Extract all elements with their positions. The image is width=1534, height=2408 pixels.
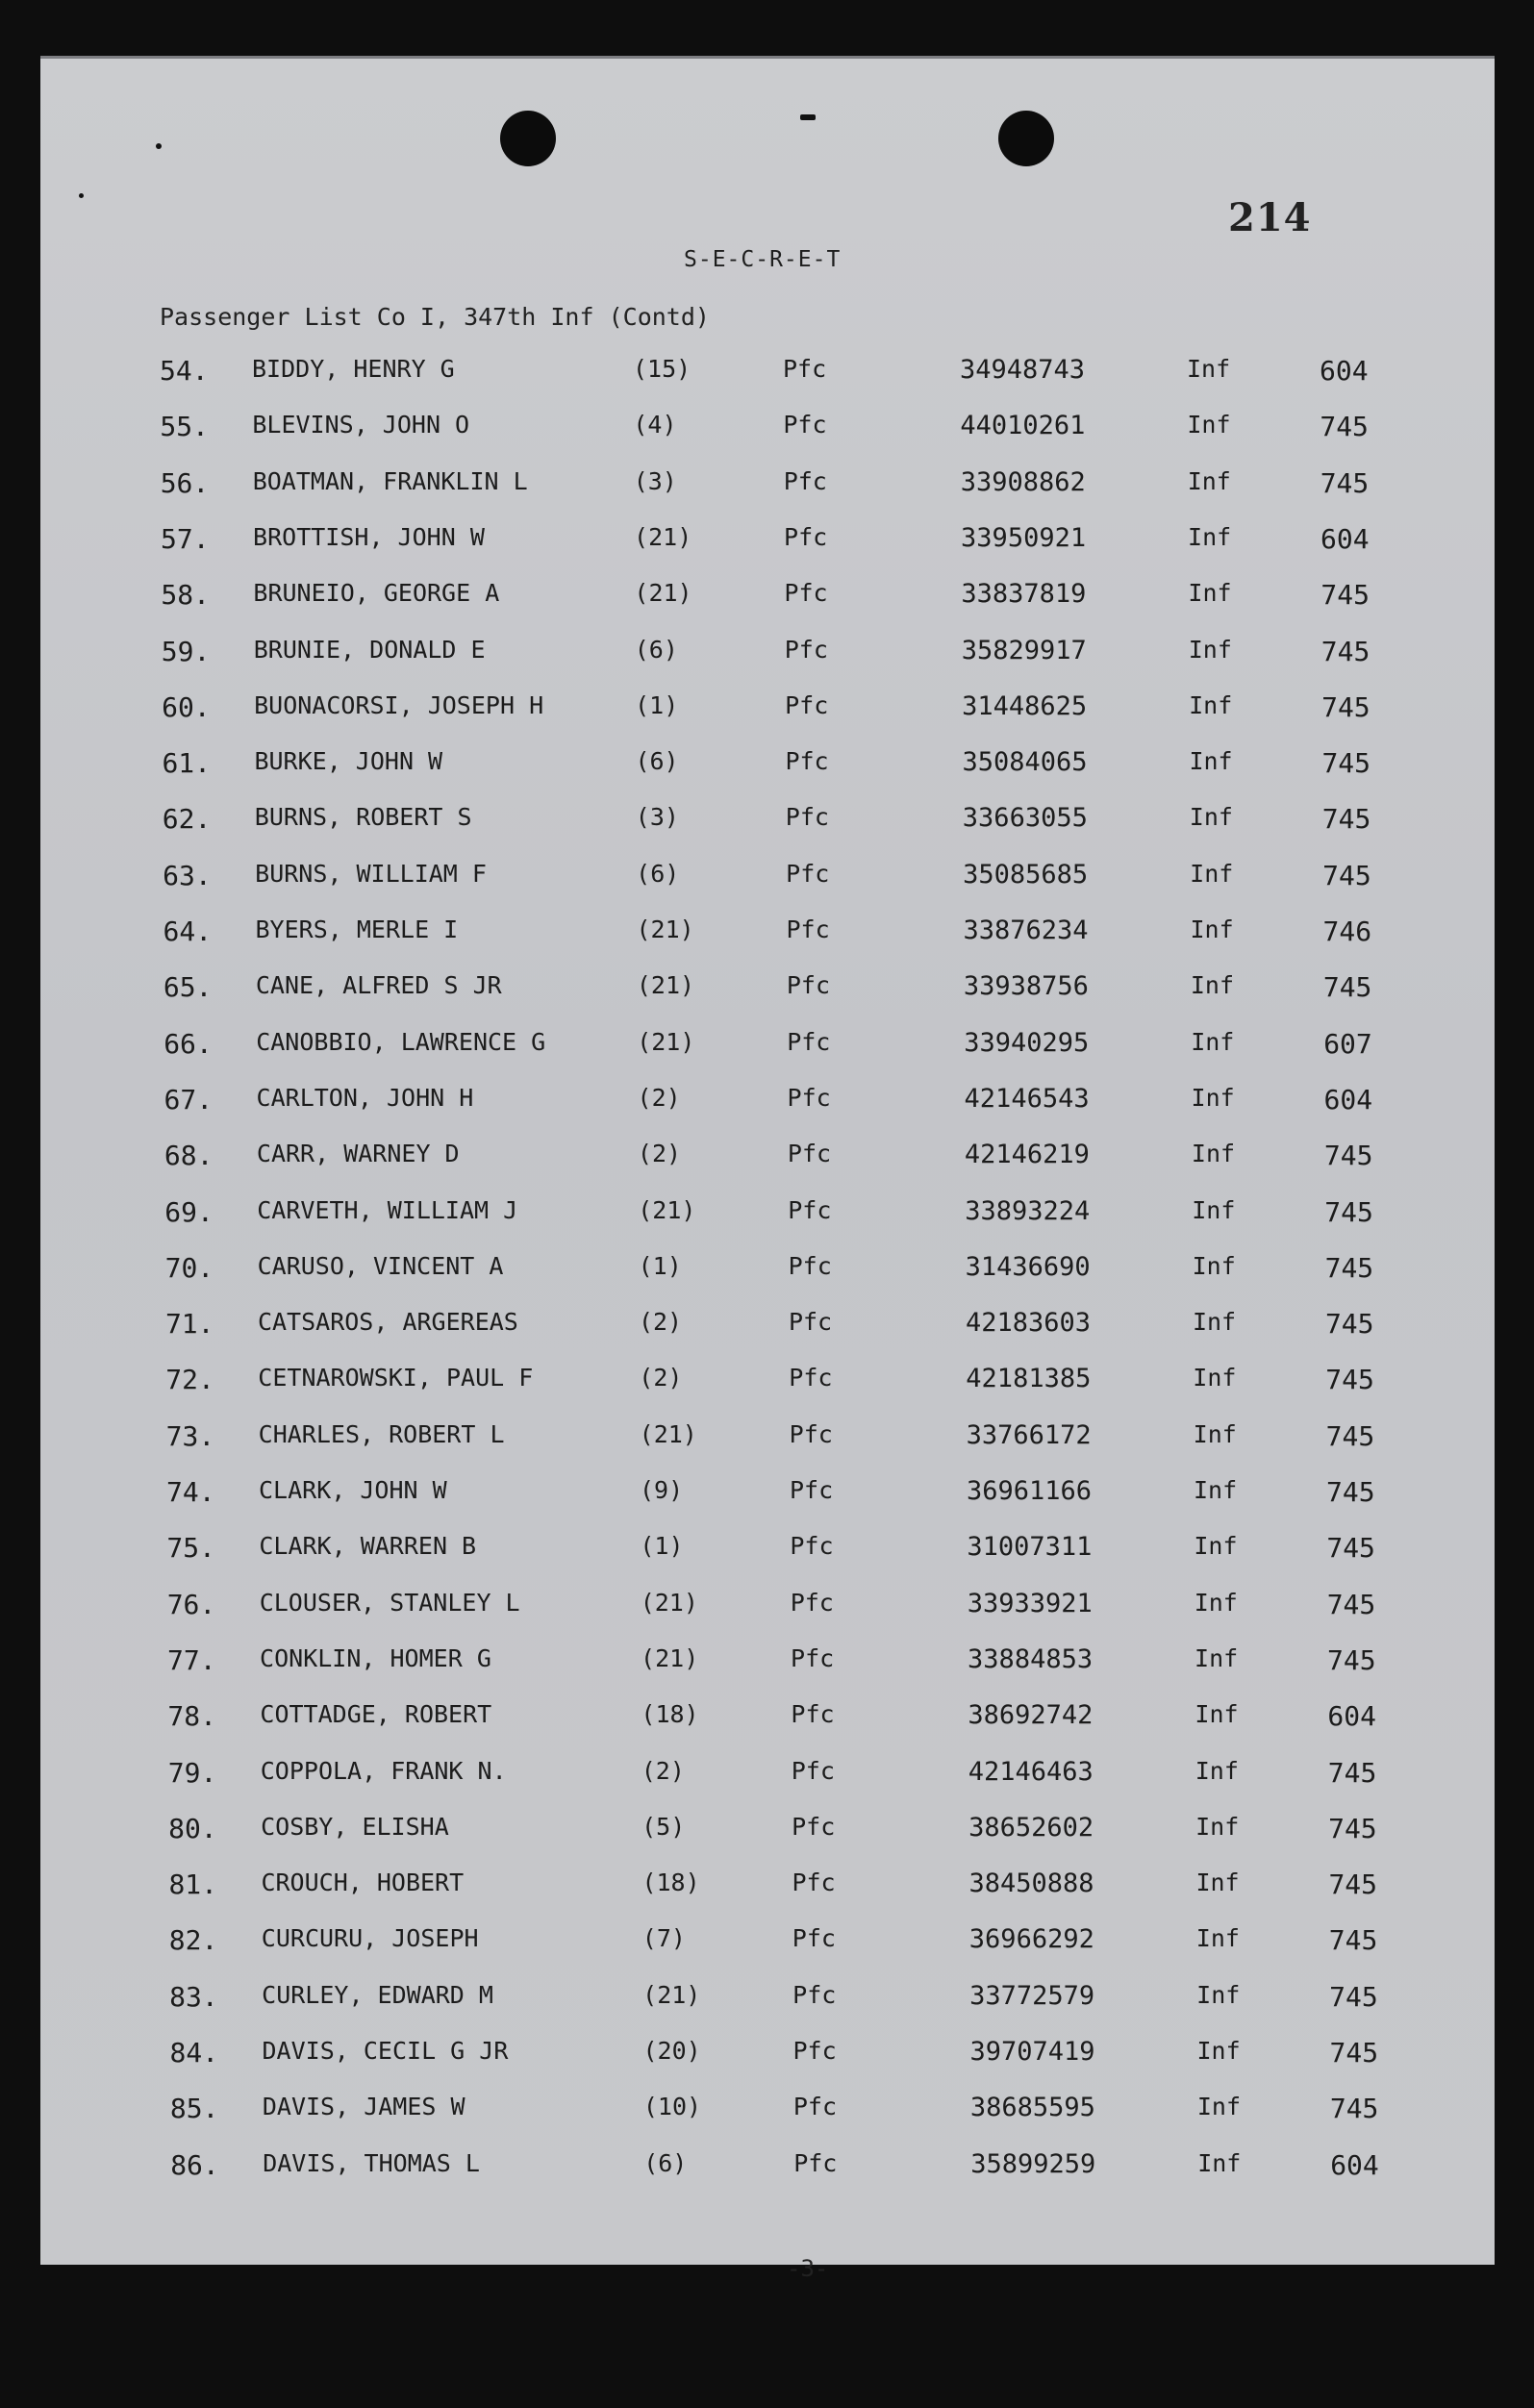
branch: Inf bbox=[1189, 803, 1233, 832]
branch: Inf bbox=[1191, 1027, 1235, 1056]
mos-code: 745 bbox=[1323, 1140, 1373, 1172]
serial-number: 35899259 bbox=[970, 2148, 1096, 2179]
branch: Inf bbox=[1195, 1756, 1239, 1785]
serial-number: 36961166 bbox=[967, 1476, 1093, 1506]
soldier-name: BUONACORSI, JOSEPH H bbox=[254, 690, 544, 719]
mos-code: 745 bbox=[1322, 859, 1371, 891]
serial-number: 33950921 bbox=[961, 522, 1087, 553]
serial-number: 35085685 bbox=[963, 859, 1089, 890]
serial-number: 35829917 bbox=[961, 635, 1087, 665]
list-row bbox=[163, 971, 1471, 1010]
list-row bbox=[170, 2093, 1478, 2131]
entry-number: 57. bbox=[161, 522, 210, 555]
soldier-name: CARLTON, JOHN H bbox=[256, 1083, 474, 1112]
list-row bbox=[168, 1813, 1476, 1851]
serial-number: 39707419 bbox=[969, 2037, 1095, 2067]
serial-number: 33940295 bbox=[964, 1027, 1090, 1058]
branch: Inf bbox=[1196, 2093, 1241, 2121]
state-code: (2) bbox=[641, 1756, 685, 1785]
entry-number: 67. bbox=[163, 1083, 214, 1116]
list-row bbox=[165, 1364, 1473, 1402]
branch: Inf bbox=[1188, 635, 1232, 664]
mos-code: 745 bbox=[1329, 1980, 1378, 2013]
rank: Pfc bbox=[790, 1588, 834, 1617]
soldier-name: BURKE, JOHN W bbox=[254, 747, 443, 776]
state-code: (6) bbox=[635, 747, 679, 776]
state-code: (2) bbox=[637, 1083, 681, 1112]
entry-number: 56. bbox=[160, 466, 210, 499]
rank: Pfc bbox=[785, 803, 829, 832]
mos-code: 745 bbox=[1327, 1756, 1377, 1789]
list-row bbox=[167, 1644, 1475, 1683]
list-row bbox=[165, 1308, 1473, 1346]
soldier-name: CARUSO, VINCENT A bbox=[257, 1251, 504, 1280]
list-row bbox=[169, 1924, 1477, 1963]
soldier-name: BRUNIE, DONALD E bbox=[253, 635, 486, 664]
serial-number: 42146463 bbox=[968, 1756, 1094, 1787]
list-row bbox=[165, 1252, 1473, 1291]
rank: Pfc bbox=[783, 355, 827, 383]
list-row bbox=[164, 1084, 1472, 1122]
state-code: (6) bbox=[643, 2148, 688, 2177]
entry-number: 74. bbox=[166, 1476, 215, 1508]
soldier-name: COPPOLA, FRANK N. bbox=[260, 1756, 507, 1785]
branch: Inf bbox=[1191, 1140, 1236, 1168]
serial-number: 33663055 bbox=[962, 803, 1088, 834]
list-row bbox=[161, 579, 1469, 617]
mos-code: 745 bbox=[1325, 1419, 1375, 1452]
serial-number: 33766172 bbox=[966, 1419, 1092, 1450]
state-code: (18) bbox=[641, 1869, 700, 1897]
branch: Inf bbox=[1194, 1532, 1238, 1561]
ink-speck bbox=[800, 114, 816, 120]
branch: Inf bbox=[1192, 1251, 1236, 1280]
entry-number: 75. bbox=[166, 1532, 215, 1565]
list-row bbox=[162, 747, 1470, 786]
state-code: (2) bbox=[638, 1308, 683, 1337]
list-row bbox=[163, 1028, 1471, 1066]
mos-code: 745 bbox=[1320, 635, 1371, 667]
state-code: (21) bbox=[636, 971, 695, 1000]
branch: Inf bbox=[1195, 1924, 1240, 1953]
mos-code: 746 bbox=[1322, 916, 1372, 947]
entry-number: 59. bbox=[161, 635, 211, 667]
list-row bbox=[162, 691, 1470, 730]
state-code: (21) bbox=[636, 916, 694, 943]
entry-number: 78. bbox=[167, 1700, 216, 1733]
soldier-name: BLEVINS, JOHN O bbox=[252, 411, 470, 439]
page-number: 214 bbox=[1228, 195, 1312, 240]
mos-code: 745 bbox=[1328, 1924, 1378, 1957]
serial-number: 38692742 bbox=[968, 1700, 1094, 1731]
mos-code: 604 bbox=[1327, 1700, 1376, 1733]
rank: Pfc bbox=[788, 1308, 833, 1337]
rank: Pfc bbox=[785, 690, 829, 719]
rank: Pfc bbox=[791, 1643, 835, 1672]
rank: Pfc bbox=[791, 1700, 835, 1729]
mos-code: 745 bbox=[1329, 2093, 1379, 2125]
mos-code: 745 bbox=[1328, 1869, 1378, 1901]
branch: Inf bbox=[1187, 411, 1231, 439]
soldier-name: BROTTISH, JOHN W bbox=[253, 522, 485, 551]
branch: Inf bbox=[1193, 1364, 1237, 1392]
state-code: (21) bbox=[634, 522, 692, 551]
soldier-name: CANE, ALFRED S JR bbox=[255, 971, 502, 1000]
rank: Pfc bbox=[788, 1195, 832, 1224]
state-code: (5) bbox=[641, 1812, 686, 1841]
mos-code: 745 bbox=[1321, 747, 1371, 780]
entry-number: 66. bbox=[163, 1027, 213, 1060]
list-row bbox=[167, 1589, 1475, 1627]
serial-number: 33933921 bbox=[967, 1588, 1093, 1618]
list-row bbox=[166, 1420, 1474, 1459]
soldier-name: BRUNEIO, GEORGE A bbox=[253, 579, 500, 608]
mos-code: 745 bbox=[1328, 1812, 1377, 1844]
ink-speck bbox=[156, 143, 162, 149]
branch: Inf bbox=[1191, 1083, 1235, 1112]
mos-code: 745 bbox=[1324, 1308, 1374, 1341]
branch: Inf bbox=[1192, 1195, 1236, 1224]
state-code: (6) bbox=[634, 635, 678, 664]
mos-code: 745 bbox=[1325, 1364, 1374, 1396]
state-code: (10) bbox=[642, 2093, 702, 2121]
mos-code: 745 bbox=[1324, 1195, 1373, 1228]
list-title: Passenger List Co I, 347th Inf (Contd) bbox=[160, 303, 710, 331]
rank: Pfc bbox=[788, 1251, 832, 1280]
footer-page-number: -3- bbox=[787, 2255, 829, 2282]
serial-number: 38450888 bbox=[968, 1869, 1094, 1899]
rank: Pfc bbox=[784, 635, 828, 664]
entry-number: 72. bbox=[165, 1364, 214, 1396]
mos-code: 745 bbox=[1320, 579, 1370, 612]
mos-code: 745 bbox=[1326, 1476, 1375, 1508]
serial-number: 44010261 bbox=[960, 411, 1086, 441]
soldier-name: CROUCH, HOBERT bbox=[261, 1869, 465, 1897]
soldier-name: CLARK, WARREN B bbox=[259, 1532, 477, 1561]
rank: Pfc bbox=[785, 747, 829, 776]
soldier-name: BIDDY, HENRY G bbox=[252, 355, 455, 383]
entry-number: 71. bbox=[164, 1308, 214, 1341]
mos-code: 745 bbox=[1327, 1643, 1376, 1676]
state-code: (1) bbox=[640, 1532, 684, 1561]
state-code: (21) bbox=[642, 1980, 701, 2009]
serial-number: 36966292 bbox=[968, 1924, 1094, 1955]
rank: Pfc bbox=[792, 1869, 836, 1897]
entry-number: 77. bbox=[167, 1643, 216, 1676]
entry-number: 81. bbox=[168, 1869, 218, 1901]
entry-number: 83. bbox=[169, 1980, 218, 2013]
state-code: (21) bbox=[641, 1643, 699, 1672]
rank: Pfc bbox=[787, 1083, 831, 1112]
entry-number: 63. bbox=[163, 859, 212, 891]
rank: Pfc bbox=[786, 916, 830, 943]
punch-hole-right bbox=[998, 111, 1054, 166]
soldier-name: COSBY, ELISHA bbox=[261, 1812, 449, 1841]
rank: Pfc bbox=[792, 1924, 836, 1953]
state-code: (3) bbox=[635, 803, 679, 832]
serial-number: 33837819 bbox=[961, 579, 1087, 610]
branch: Inf bbox=[1195, 1869, 1240, 1897]
ink-speck bbox=[79, 193, 84, 198]
serial-number: 42146543 bbox=[964, 1083, 1090, 1114]
serial-number: 42146219 bbox=[964, 1140, 1090, 1170]
list-row bbox=[167, 1700, 1475, 1739]
soldier-name: BURNS, WILLIAM F bbox=[255, 859, 487, 888]
rank: Pfc bbox=[783, 466, 827, 495]
serial-number: 33893224 bbox=[965, 1195, 1091, 1226]
state-code: (1) bbox=[635, 690, 679, 719]
list-row bbox=[161, 523, 1469, 562]
entry-number: 84. bbox=[169, 2037, 219, 2069]
branch: Inf bbox=[1194, 1588, 1238, 1617]
serial-number: 33876234 bbox=[963, 916, 1089, 945]
soldier-name: DAVIS, CECIL G JR bbox=[262, 2037, 509, 2065]
branch: Inf bbox=[1194, 1476, 1238, 1504]
branch: Inf bbox=[1192, 1308, 1237, 1337]
serial-number: 33938756 bbox=[963, 971, 1089, 1002]
mos-code: 604 bbox=[1330, 2148, 1379, 2181]
rank: Pfc bbox=[787, 1027, 831, 1056]
mos-code: 604 bbox=[1323, 1083, 1373, 1116]
serial-number: 38652602 bbox=[968, 1812, 1094, 1843]
list-row bbox=[170, 2037, 1478, 2075]
state-code: (6) bbox=[636, 859, 680, 888]
rank: Pfc bbox=[784, 522, 828, 551]
mos-code: 745 bbox=[1326, 1588, 1376, 1620]
state-code: (4) bbox=[633, 411, 677, 439]
state-code: (21) bbox=[634, 579, 692, 608]
document-page bbox=[40, 56, 1495, 2282]
serial-number: 33908862 bbox=[960, 466, 1086, 497]
list-row bbox=[164, 1196, 1472, 1235]
branch: Inf bbox=[1196, 1980, 1241, 2009]
entry-number: 80. bbox=[168, 1812, 217, 1844]
mos-code: 745 bbox=[1320, 411, 1369, 443]
state-code: (21) bbox=[637, 1027, 695, 1056]
rank: Pfc bbox=[790, 1476, 834, 1504]
branch: Inf bbox=[1188, 579, 1232, 608]
serial-number: 34948743 bbox=[960, 355, 1086, 385]
soldier-name: CATSAROS, ARGEREAS bbox=[257, 1308, 518, 1337]
state-code: (21) bbox=[640, 1588, 698, 1617]
branch: Inf bbox=[1197, 2148, 1242, 2177]
list-row bbox=[168, 1757, 1476, 1795]
branch: Inf bbox=[1193, 1419, 1237, 1448]
entry-number: 65. bbox=[163, 971, 213, 1004]
mos-code: 604 bbox=[1320, 522, 1370, 555]
state-code: (21) bbox=[639, 1419, 697, 1448]
rank: Pfc bbox=[792, 1812, 836, 1841]
list-row bbox=[162, 636, 1470, 674]
list-row bbox=[161, 467, 1469, 506]
state-code: (2) bbox=[639, 1364, 683, 1392]
branch: Inf bbox=[1189, 747, 1233, 776]
entry-number: 79. bbox=[167, 1756, 217, 1789]
serial-number: 33772579 bbox=[969, 1980, 1095, 2011]
entry-number: 62. bbox=[162, 803, 212, 836]
entry-number: 60. bbox=[162, 690, 211, 723]
branch: Inf bbox=[1196, 2037, 1241, 2065]
branch: Inf bbox=[1190, 971, 1234, 1000]
mos-code: 745 bbox=[1321, 803, 1371, 836]
soldier-name: CARVETH, WILLIAM J bbox=[257, 1195, 518, 1224]
state-code: (3) bbox=[633, 466, 677, 495]
branch: Inf bbox=[1187, 466, 1231, 495]
list-row bbox=[169, 1981, 1477, 2019]
rank: Pfc bbox=[789, 1364, 833, 1392]
serial-number: 31448625 bbox=[962, 690, 1088, 721]
entry-number: 69. bbox=[164, 1195, 214, 1228]
state-code: (20) bbox=[642, 2037, 701, 2065]
state-code: (21) bbox=[638, 1195, 696, 1224]
state-code: (18) bbox=[641, 1700, 699, 1729]
entry-number: 61. bbox=[162, 747, 212, 780]
mos-code: 745 bbox=[1324, 1251, 1374, 1284]
entry-number: 85. bbox=[169, 2093, 219, 2125]
soldier-name: CARR, WARNEY D bbox=[256, 1140, 460, 1168]
branch: Inf bbox=[1195, 1643, 1239, 1672]
entry-number: 76. bbox=[166, 1588, 216, 1620]
soldier-name: CANOBBIO, LAWRENCE G bbox=[256, 1027, 546, 1056]
soldier-name: CETNAROWSKI, PAUL F bbox=[258, 1364, 534, 1392]
list-row bbox=[163, 803, 1471, 841]
list-row bbox=[164, 1140, 1472, 1178]
classification-heading: S-E-C-R-E-T bbox=[684, 247, 842, 272]
rank: Pfc bbox=[791, 1756, 835, 1785]
entry-number: 58. bbox=[161, 579, 210, 612]
list-row bbox=[160, 411, 1468, 449]
branch: Inf bbox=[1188, 522, 1232, 551]
branch: Inf bbox=[1190, 916, 1234, 943]
entry-number: 73. bbox=[165, 1419, 215, 1452]
branch: Inf bbox=[1187, 355, 1231, 383]
serial-number: 31007311 bbox=[967, 1532, 1093, 1563]
list-row bbox=[160, 355, 1468, 393]
list-row bbox=[168, 1869, 1476, 1907]
soldier-name: BYERS, MERLE I bbox=[255, 916, 459, 943]
list-row bbox=[163, 916, 1471, 954]
rank: Pfc bbox=[783, 411, 827, 439]
soldier-name: BURNS, ROBERT S bbox=[254, 803, 472, 832]
punch-hole-left bbox=[500, 111, 556, 166]
entry-number: 82. bbox=[168, 1924, 218, 1957]
mos-code: 745 bbox=[1329, 2037, 1379, 2069]
state-code: (15) bbox=[633, 355, 692, 383]
soldier-name: DAVIS, JAMES W bbox=[262, 2093, 465, 2121]
serial-number: 38685595 bbox=[969, 2093, 1095, 2123]
branch: Inf bbox=[1195, 1812, 1240, 1841]
rank: Pfc bbox=[784, 579, 828, 608]
serial-number: 35084065 bbox=[962, 747, 1088, 778]
state-code: (7) bbox=[641, 1924, 686, 1953]
branch: Inf bbox=[1189, 690, 1233, 719]
soldier-name: CLARK, JOHN W bbox=[259, 1476, 447, 1504]
rank: Pfc bbox=[787, 1140, 832, 1168]
rank: Pfc bbox=[792, 2037, 837, 2065]
list-row bbox=[163, 860, 1471, 898]
state-code: (2) bbox=[637, 1140, 682, 1168]
mos-code: 745 bbox=[1320, 466, 1370, 499]
rank: Pfc bbox=[793, 2148, 838, 2177]
rank: Pfc bbox=[789, 1419, 833, 1448]
rank: Pfc bbox=[792, 1980, 837, 2009]
serial-number: 42183603 bbox=[965, 1308, 1091, 1339]
soldier-name: DAVIS, THOMAS L bbox=[263, 2148, 480, 2177]
soldier-name: CLOUSER, STANLEY L bbox=[259, 1588, 520, 1617]
list-row bbox=[166, 1476, 1474, 1515]
rank: Pfc bbox=[790, 1532, 834, 1561]
entry-number: 70. bbox=[164, 1251, 214, 1284]
mos-code: 604 bbox=[1320, 355, 1369, 387]
list-row bbox=[170, 2149, 1478, 2188]
mos-code: 745 bbox=[1326, 1532, 1375, 1565]
mos-code: 607 bbox=[1323, 1027, 1372, 1060]
branch: Inf bbox=[1195, 1700, 1239, 1729]
rank: Pfc bbox=[786, 859, 830, 888]
entry-number: 55. bbox=[160, 411, 209, 443]
state-code: (9) bbox=[640, 1476, 684, 1504]
entry-number: 54. bbox=[160, 355, 209, 387]
soldier-name: CURCURU, JOSEPH bbox=[261, 1924, 479, 1953]
mos-code: 745 bbox=[1321, 690, 1371, 723]
soldier-name: COTTADGE, ROBERT bbox=[260, 1700, 492, 1729]
branch: Inf bbox=[1190, 859, 1234, 888]
state-code: (1) bbox=[638, 1251, 682, 1280]
entry-number: 64. bbox=[163, 916, 213, 947]
entry-number: 86. bbox=[170, 2148, 219, 2181]
soldier-name: CURLEY, EDWARD M bbox=[262, 1980, 493, 2009]
serial-number: 42181385 bbox=[966, 1364, 1092, 1394]
soldier-name: CHARLES, ROBERT L bbox=[258, 1419, 505, 1448]
soldier-name: BOATMAN, FRANKLIN L bbox=[252, 466, 528, 495]
list-row bbox=[166, 1532, 1474, 1570]
mos-code: 745 bbox=[1322, 971, 1372, 1004]
serial-number: 31436690 bbox=[965, 1251, 1091, 1282]
entry-number: 68. bbox=[163, 1140, 214, 1172]
serial-number: 33884853 bbox=[968, 1643, 1094, 1674]
rank: Pfc bbox=[792, 2093, 837, 2121]
rank: Pfc bbox=[786, 971, 830, 1000]
soldier-name: CONKLIN, HOMER G bbox=[260, 1643, 491, 1672]
